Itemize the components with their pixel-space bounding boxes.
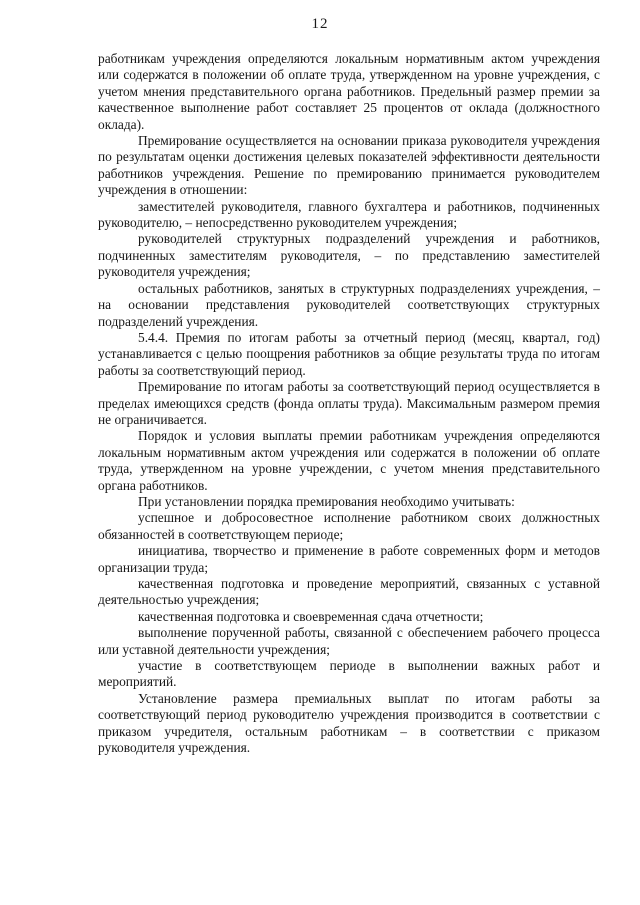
- paragraph: остальных работников, занятых в структурных подразделениях учреждения, – на основании представления руководителей соответствующих структурных подразделений учреждения.: [98, 280, 600, 329]
- page-number: 12: [311, 16, 329, 32]
- paragraph: качественная подготовка и проведение мероприятий, связанных с уставной деятельностью учреждения;: [98, 576, 600, 608]
- paragraph: 5.4.4. Премия по итогам работы за отчетный период (месяц, квартал, год) устанавливается с целью поощрения работников за общие результаты труда по итогам работы за соответствующий период.: [98, 329, 600, 378]
- paragraph: участие в соответствующем периоде в выполнении важных работ и мероприятий.: [98, 658, 600, 690]
- paragraph: работникам учреждения определяются локальным нормативным актом учреждения или содержатся в положении об оплате труда, утвержденном на уровне учреждения, с учетом мнения представительного органа работников. Предельный размер премии за качественное выполнение работ составляет 25 процентов от оклада (должностного оклада).: [98, 51, 600, 132]
- paragraph: выполнение порученной работы, связанной с обеспечением рабочего процесса или уставной деятельности учреждения;: [98, 625, 600, 657]
- paragraph: Премирование осуществляется на основании приказа руководителя учреждения по результатам оценки достижения целевых показателей эффективности деятельности работников учреждения. Решение по премированию принимается руководителем учреждения в отношении:: [98, 133, 600, 198]
- paragraph: заместителей руководителя, главного бухгалтера и работников, подчиненных руководителю, – непосредственно руководителем учреждения;: [98, 198, 600, 231]
- paragraph: Порядок и условия выплаты премии работникам учреждения определяются локальным нормативным актом учреждения или содержатся в положении об оплате труда, утвержденном на уровне учреждении, с учетом мнения представительного органа работников.: [98, 428, 600, 493]
- document-body: [98, 51, 600, 756]
- paragraph: успешное и добросовестное исполнение работником своих должностных обязанностей в соответствующем периоде;: [98, 510, 600, 542]
- paragraph: Установление размера премиальных выплат по итогам работы за соответствующий период руководителю учреждения производится в соответствии с приказом учредителя, остальным работникам – в соответствии с приказом руководителя учреждения.: [98, 690, 600, 756]
- paragraph: Премирование по итогам работы за соответствующий период осуществляется в пределах имеющихся средств (фонда оплаты труда). Максимальным размером премия не ограничивается.: [98, 379, 600, 427]
- paragraph: инициатива, творчество и применение в работе современных форм и методов организации труда;: [98, 543, 600, 575]
- paragraph: качественная подготовка и своевременная сдача отчетности;: [138, 608, 484, 624]
- paragraph: руководителей структурных подразделений учреждения и работников, подчиненных заместителям руководителя, – по представлению заместителей руководителя учреждения;: [98, 231, 600, 280]
- paragraph: При установлении порядка премирования необходимо учитывать:: [138, 493, 515, 509]
